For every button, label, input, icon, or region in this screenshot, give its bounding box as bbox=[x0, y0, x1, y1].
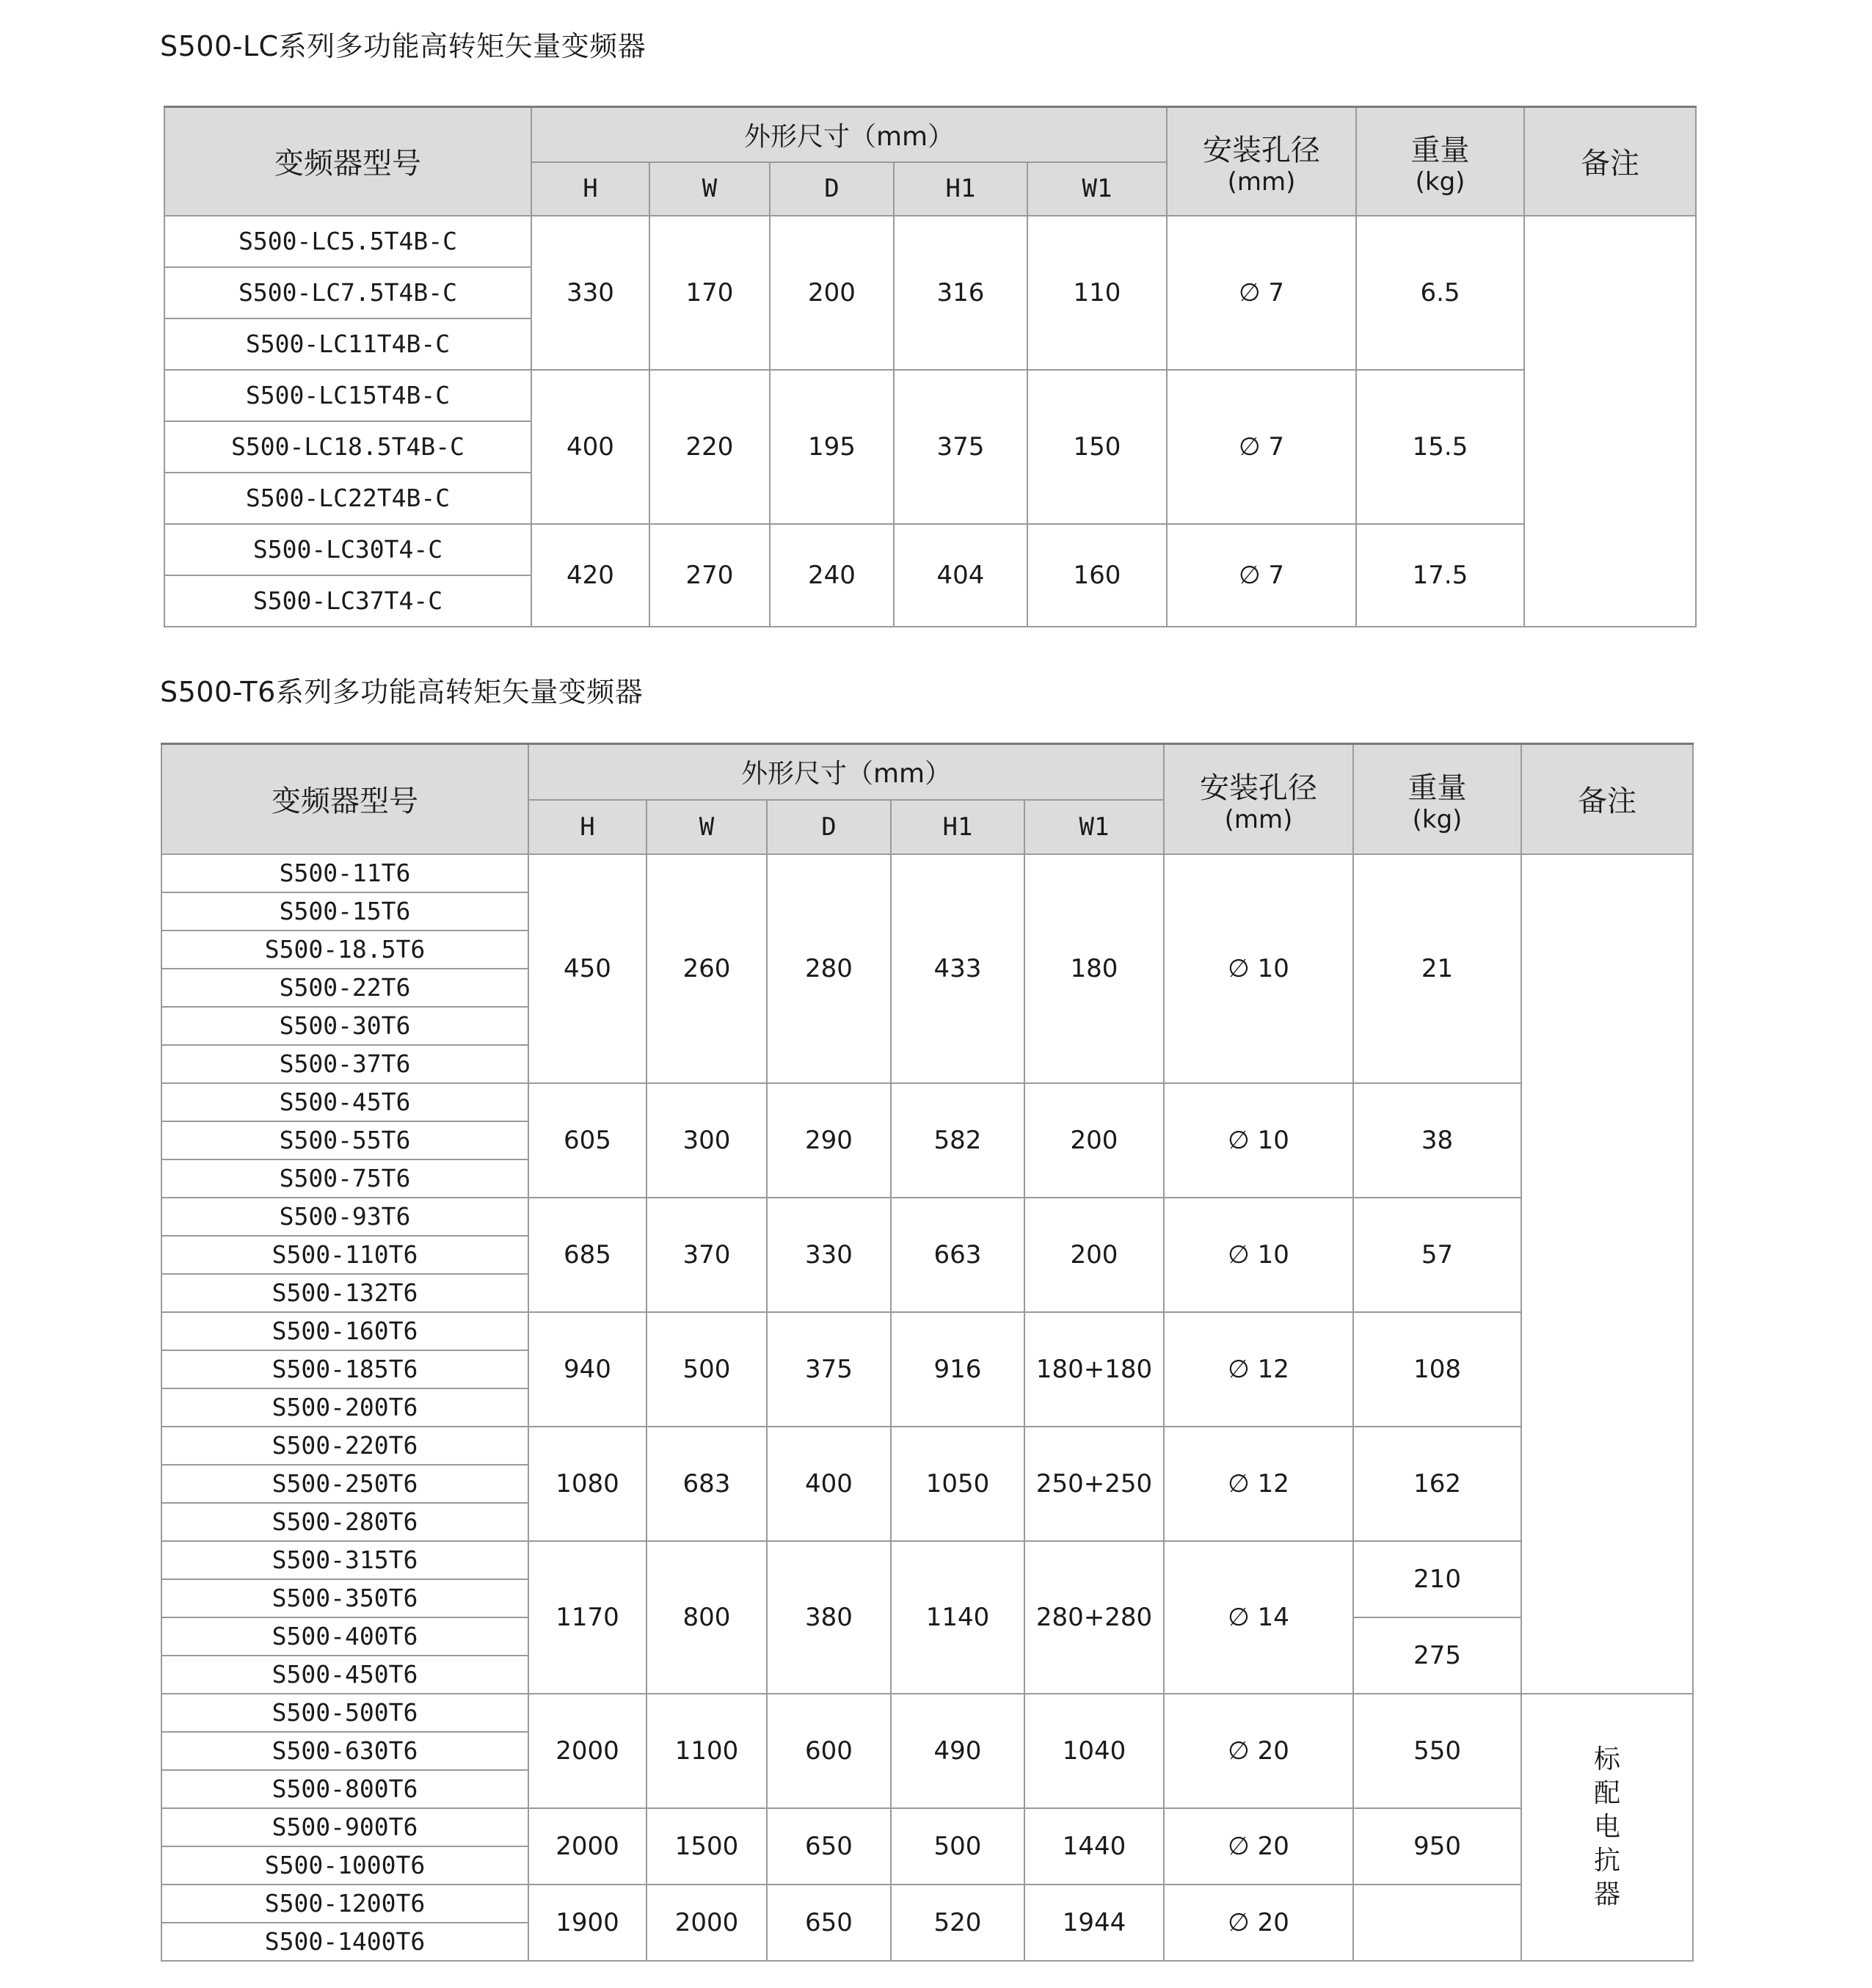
model-cell: S500-LC22T4B-C bbox=[164, 473, 531, 524]
dim-h1-cell: 375 bbox=[894, 370, 1027, 524]
dim-w-cell: 260 bbox=[647, 854, 767, 1083]
header-remark: 备注 bbox=[1524, 107, 1696, 216]
dim-d-cell: 375 bbox=[767, 1312, 891, 1427]
model-cell: S500-1000T6 bbox=[161, 1846, 528, 1885]
header-w1: W1 bbox=[1027, 162, 1167, 216]
dim-d-cell: 600 bbox=[767, 1694, 891, 1808]
dim-h1-cell: 500 bbox=[891, 1808, 1024, 1885]
remark-note: 标配电抗器 bbox=[1594, 1744, 1621, 1909]
model-cell: S500-37T6 bbox=[161, 1045, 528, 1083]
weight-cell: 38 bbox=[1353, 1083, 1521, 1198]
header-weight-unit: (kg) bbox=[1415, 167, 1465, 197]
dim-h1-cell: 404 bbox=[894, 524, 1027, 627]
model-cell: S500-250T6 bbox=[161, 1465, 528, 1503]
model-cell: S500-22T6 bbox=[161, 969, 528, 1007]
header-dimensions: 外形尺寸（mm） bbox=[528, 744, 1164, 800]
section-title-lc: S500-LC系列多功能高转矩矢量变频器 bbox=[160, 30, 647, 62]
header-weight-unit: (kg) bbox=[1412, 804, 1463, 834]
dim-d-cell: 380 bbox=[767, 1541, 891, 1694]
header-model: 变频器型号 bbox=[161, 744, 528, 854]
dim-d-cell: 330 bbox=[767, 1198, 891, 1312]
header-weight-label: 重量 bbox=[1410, 133, 1470, 167]
dim-d-cell: 280 bbox=[767, 854, 891, 1083]
model-cell: S500-LC18.5T4B-C bbox=[164, 421, 531, 473]
model-cell: S500-45T6 bbox=[161, 1083, 528, 1121]
header-h: H bbox=[531, 162, 649, 216]
model-cell: S500-93T6 bbox=[161, 1198, 528, 1236]
table-row bbox=[164, 524, 1696, 575]
header-remark: 备注 bbox=[1521, 744, 1693, 854]
header-w: W bbox=[647, 800, 767, 854]
model-cell: S500-110T6 bbox=[161, 1236, 528, 1274]
model-cell: S500-1400T6 bbox=[161, 1923, 528, 1961]
header-h1: H1 bbox=[891, 800, 1024, 854]
dim-d-cell: 200 bbox=[770, 216, 894, 370]
dim-w1-cell: 160 bbox=[1027, 524, 1167, 627]
header-d: D bbox=[767, 800, 891, 854]
weight-cell: 275 bbox=[1353, 1617, 1521, 1694]
dim-w1-cell: 150 bbox=[1027, 370, 1167, 524]
header-d: D bbox=[770, 162, 894, 216]
dim-w-cell: 1100 bbox=[647, 1694, 767, 1808]
header-h1: H1 bbox=[894, 162, 1027, 216]
table-row bbox=[161, 1541, 1693, 1579]
hole-cell: ∅ 20 bbox=[1164, 1694, 1353, 1808]
dim-w-cell: 2000 bbox=[647, 1885, 767, 1961]
weight-cell: 162 bbox=[1353, 1427, 1521, 1541]
dim-h-cell: 2000 bbox=[528, 1694, 647, 1808]
dim-w-cell: 683 bbox=[647, 1427, 767, 1541]
model-cell: S500-200T6 bbox=[161, 1388, 528, 1427]
dim-w-cell: 800 bbox=[647, 1541, 767, 1694]
model-cell: S500-400T6 bbox=[161, 1617, 528, 1656]
model-cell: S500-800T6 bbox=[161, 1770, 528, 1808]
header-h: H bbox=[528, 800, 647, 854]
header-hole-label: 安装孔径 bbox=[1200, 771, 1318, 805]
remark-cell bbox=[1524, 216, 1696, 627]
dim-h1-cell: 1050 bbox=[891, 1427, 1024, 1541]
table-row bbox=[161, 854, 1693, 892]
model-cell: S500-1200T6 bbox=[161, 1885, 528, 1923]
table-row bbox=[161, 1312, 1693, 1350]
table-row bbox=[161, 1808, 1693, 1846]
model-cell: S500-30T6 bbox=[161, 1007, 528, 1045]
dim-h-cell: 450 bbox=[528, 854, 647, 1083]
dim-d-cell: 650 bbox=[767, 1808, 891, 1885]
hole-cell: ∅ 12 bbox=[1164, 1312, 1353, 1427]
model-cell: S500-500T6 bbox=[161, 1694, 528, 1732]
dim-w1-cell: 1944 bbox=[1024, 1885, 1164, 1961]
model-cell: S500-350T6 bbox=[161, 1579, 528, 1617]
spec-table-lc bbox=[164, 106, 1697, 627]
weight-cell bbox=[1353, 1885, 1521, 1961]
model-cell: S500-LC30T4-C bbox=[164, 524, 531, 575]
dim-w-cell: 170 bbox=[649, 216, 770, 370]
weight-cell: 17.5 bbox=[1356, 524, 1524, 627]
dim-h1-cell: 316 bbox=[894, 216, 1027, 370]
model-cell: S500-220T6 bbox=[161, 1427, 528, 1465]
hole-cell: ∅ 20 bbox=[1164, 1885, 1353, 1961]
model-cell: S500-900T6 bbox=[161, 1808, 528, 1846]
dim-h1-cell: 1140 bbox=[891, 1541, 1024, 1694]
dim-d-cell: 400 bbox=[767, 1427, 891, 1541]
dim-w-cell: 370 bbox=[647, 1198, 767, 1312]
dim-h-cell: 1080 bbox=[528, 1427, 647, 1541]
model-cell: S500-55T6 bbox=[161, 1121, 528, 1159]
table-row bbox=[164, 370, 1696, 421]
header-weight bbox=[1353, 744, 1521, 854]
model-cell: S500-18.5T6 bbox=[161, 931, 528, 969]
weight-cell: 6.5 bbox=[1356, 216, 1524, 370]
weight-cell: 550 bbox=[1353, 1694, 1521, 1808]
model-cell: S500-450T6 bbox=[161, 1656, 528, 1694]
weight-cell: 210 bbox=[1353, 1541, 1521, 1617]
dim-w1-cell: 200 bbox=[1024, 1083, 1164, 1198]
header-w: W bbox=[649, 162, 770, 216]
spec-table-t6 bbox=[161, 743, 1694, 1962]
dim-h-cell: 1900 bbox=[528, 1885, 647, 1961]
dim-h-cell: 330 bbox=[531, 216, 649, 370]
header-hole-unit: (mm) bbox=[1224, 804, 1293, 834]
hole-cell: ∅ 10 bbox=[1164, 1083, 1353, 1198]
model-cell: S500-132T6 bbox=[161, 1274, 528, 1312]
dim-h-cell: 685 bbox=[528, 1198, 647, 1312]
dim-d-cell: 650 bbox=[767, 1885, 891, 1961]
dim-h-cell: 940 bbox=[528, 1312, 647, 1427]
model-cell: S500-185T6 bbox=[161, 1350, 528, 1388]
dim-w-cell: 220 bbox=[649, 370, 770, 524]
table-row bbox=[161, 1427, 1693, 1465]
dim-h-cell: 400 bbox=[531, 370, 649, 524]
header-dimensions: 外形尺寸（mm） bbox=[531, 107, 1167, 162]
header-w1: W1 bbox=[1024, 800, 1164, 854]
model-cell: S500-LC15T4B-C bbox=[164, 370, 531, 421]
dim-w1-cell: 280+280 bbox=[1024, 1541, 1164, 1694]
section-title-t6: S500-T6系列多功能高转矩矢量变频器 bbox=[160, 676, 644, 708]
model-cell: S500-LC37T4-C bbox=[164, 575, 531, 627]
hole-cell: ∅ 7 bbox=[1167, 370, 1356, 524]
weight-cell: 15.5 bbox=[1356, 370, 1524, 524]
dim-w1-cell: 110 bbox=[1027, 216, 1167, 370]
model-cell: S500-LC5.5T4B-C bbox=[164, 216, 531, 267]
header-hole bbox=[1164, 744, 1353, 854]
hole-cell: ∅ 14 bbox=[1164, 1541, 1353, 1694]
dim-h-cell: 605 bbox=[528, 1083, 647, 1198]
dim-h1-cell: 433 bbox=[891, 854, 1024, 1083]
dim-h1-cell: 520 bbox=[891, 1885, 1024, 1961]
dim-w1-cell: 200 bbox=[1024, 1198, 1164, 1312]
remark-cell bbox=[1521, 854, 1693, 1694]
hole-cell: ∅ 12 bbox=[1164, 1427, 1353, 1541]
dim-w1-cell: 250+250 bbox=[1024, 1427, 1164, 1541]
dim-w-cell: 300 bbox=[647, 1083, 767, 1198]
hole-cell: ∅ 7 bbox=[1167, 216, 1356, 370]
dim-h-cell: 420 bbox=[531, 524, 649, 627]
dim-w1-cell: 180 bbox=[1024, 854, 1164, 1083]
remark-cell bbox=[1521, 1694, 1693, 1961]
header-weight-label: 重量 bbox=[1407, 771, 1467, 805]
header-hole bbox=[1167, 107, 1356, 216]
model-cell: S500-630T6 bbox=[161, 1732, 528, 1770]
weight-cell: 108 bbox=[1353, 1312, 1521, 1427]
dim-h1-cell: 582 bbox=[891, 1083, 1024, 1198]
weight-cell: 950 bbox=[1353, 1808, 1521, 1885]
model-cell: S500-15T6 bbox=[161, 892, 528, 931]
model-cell: S500-280T6 bbox=[161, 1503, 528, 1541]
dim-w-cell: 1500 bbox=[647, 1808, 767, 1885]
dim-h-cell: 2000 bbox=[528, 1808, 647, 1885]
dim-d-cell: 195 bbox=[770, 370, 894, 524]
model-cell: S500-75T6 bbox=[161, 1159, 528, 1198]
table-row bbox=[164, 216, 1696, 267]
model-cell: S500-LC7.5T4B-C bbox=[164, 267, 531, 318]
dim-h1-cell: 490 bbox=[891, 1694, 1024, 1808]
model-cell: S500-11T6 bbox=[161, 854, 528, 892]
hole-cell: ∅ 7 bbox=[1167, 524, 1356, 627]
hole-cell: ∅ 10 bbox=[1164, 1198, 1353, 1312]
table-row bbox=[161, 1885, 1693, 1923]
dim-w1-cell: 180+180 bbox=[1024, 1312, 1164, 1427]
hole-cell: ∅ 10 bbox=[1164, 854, 1353, 1083]
weight-cell: 21 bbox=[1353, 854, 1521, 1083]
dim-w-cell: 500 bbox=[647, 1312, 767, 1427]
dim-w1-cell: 1440 bbox=[1024, 1808, 1164, 1885]
header-hole-label: 安装孔径 bbox=[1203, 133, 1321, 167]
dim-w1-cell: 1040 bbox=[1024, 1694, 1164, 1808]
model-cell: S500-315T6 bbox=[161, 1541, 528, 1579]
dim-d-cell: 240 bbox=[770, 524, 894, 627]
header-hole-unit: (mm) bbox=[1227, 167, 1296, 197]
dim-w-cell: 270 bbox=[649, 524, 770, 627]
hole-cell: ∅ 20 bbox=[1164, 1808, 1353, 1885]
model-cell: S500-160T6 bbox=[161, 1312, 528, 1350]
table-row bbox=[161, 1083, 1693, 1121]
dim-h-cell: 1170 bbox=[528, 1541, 647, 1694]
dim-d-cell: 290 bbox=[767, 1083, 891, 1198]
table-row bbox=[161, 1198, 1693, 1236]
weight-cell: 57 bbox=[1353, 1198, 1521, 1312]
table-row bbox=[161, 1694, 1693, 1732]
dim-h1-cell: 916 bbox=[891, 1312, 1024, 1427]
dim-h1-cell: 663 bbox=[891, 1198, 1024, 1312]
header-weight bbox=[1356, 107, 1524, 216]
header-model: 变频器型号 bbox=[164, 107, 531, 216]
model-cell: S500-LC11T4B-C bbox=[164, 318, 531, 370]
